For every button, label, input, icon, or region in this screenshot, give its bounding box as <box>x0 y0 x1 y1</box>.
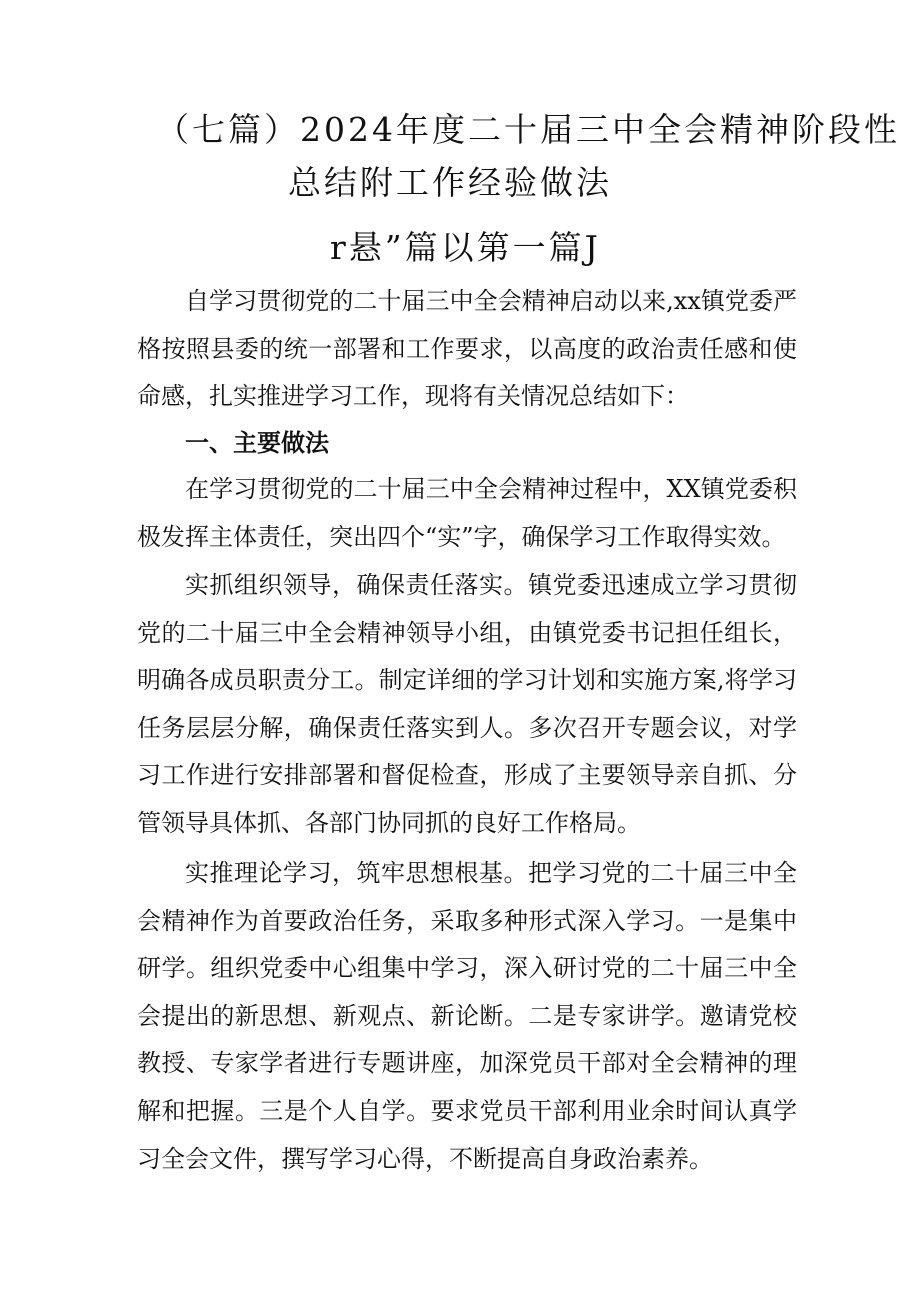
document-title-line-2: 总结附工作经验做法 <box>288 163 612 202</box>
section-heading-main-practices: 一、主要做法 <box>185 429 329 457</box>
body-paragraph-2: 实抓组织领导，确保责任落实。镇党委迅速成立学习贯彻党的二十届三中全会精神领导小组，由镇党委书记担任组长，明确各成员职责分工。制定详细的学习计划和实施方案,将学习任务层层分解，确保责任落实到人。多次召开专题会议，对学习工作进行安排部署和督促检查，形成了主要领导亲自抓、分管领导具体抓、各部门协同抓的良好工作格局。 <box>137 571 797 837</box>
body-paragraph-3: 实推理论学习，筑牢思想根基。把学习党的二十届三中全会精神作为首要政治任务，采取多种形式深入学习。一是集中研学。组织党委中心组集中学习，深入研讨党的二十届三中全会提出的新思想、新观点、新论断。二是专家讲学。邀请党校教授、专家学者进行专题讲座，加深党员干部对全会精神的理解和把握。三是个人自学。要求党员干部利用业余时间认真学习全会文件，撰写学习心得，不断提高自身政治素养。 <box>137 859 797 1173</box>
intro-paragraph: 自学习贯彻党的二十届三中全会精神启动以来,xx镇党委严格按照县委的统一部署和工作要求，以高度的政治责任感和使命感，扎实推进学习工作，现将有关情况总结如下： <box>137 287 797 411</box>
body-paragraph-1: 在学习贯彻党的二十届三中全会精神过程中，XX镇党委积极发挥主体责任，突出四个“实”字，确保学习工作取得实效。 <box>137 475 797 551</box>
document-title-line-1: （七篇）2024年度二十届三中全会精神阶段性 <box>156 110 900 149</box>
document-subtitle: r悬”篇以第一篇J <box>330 228 601 267</box>
